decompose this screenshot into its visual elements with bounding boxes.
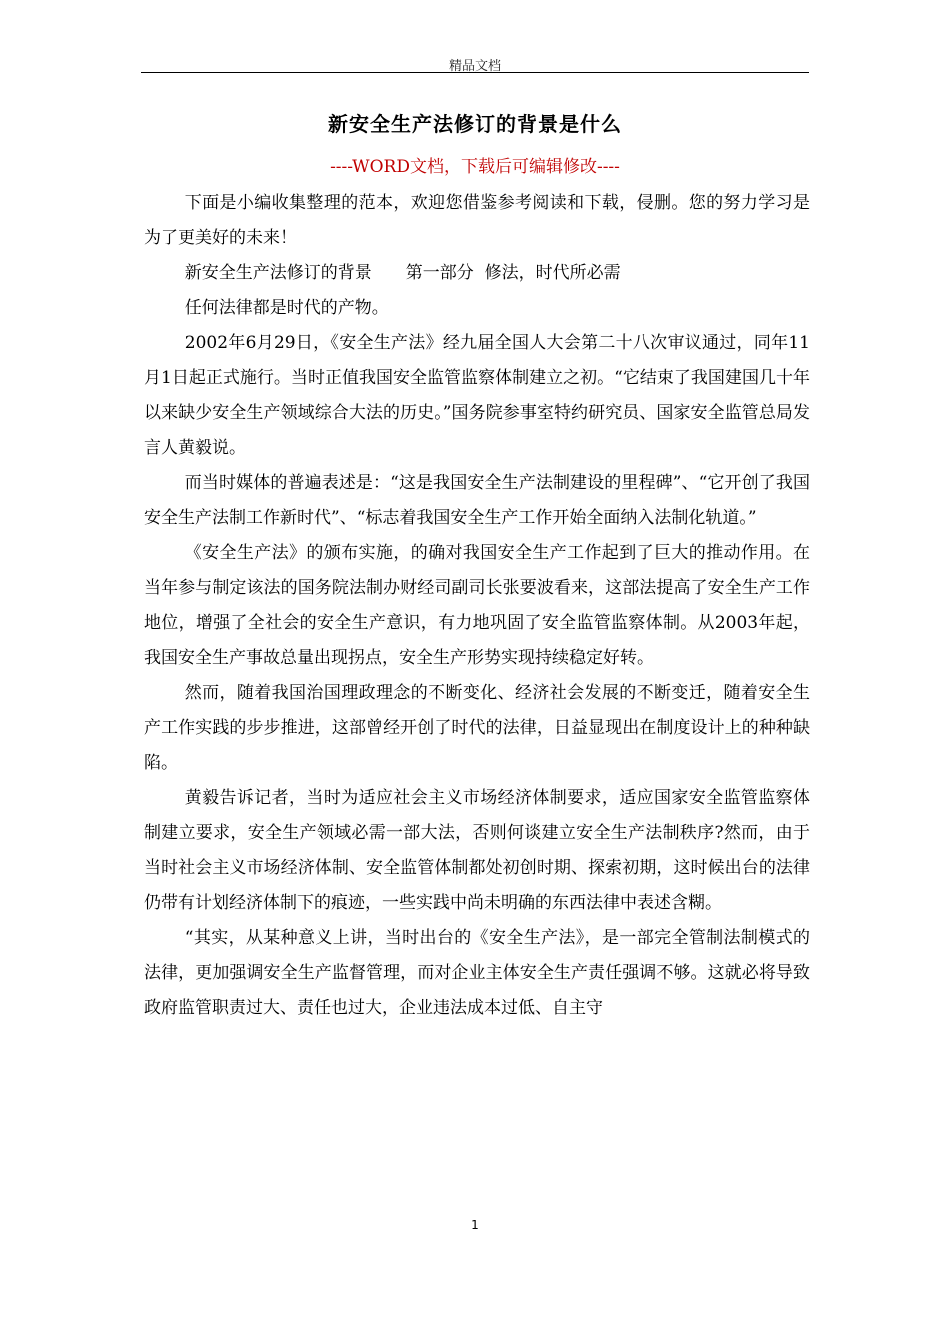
paragraph: 《安全生产法》的颁布实施，的确对我国安全生产工作起到了巨大的推动作用。在当年参与制定该法的国务院法制办财经司副司长张要波看来，这部法提高了安全生产工作地位，增强了全社会的安全生产意识，有力地巩固了安全监管监察体制。从2003年起，我国安全生产事故总量出现拐点，安全生产形势实现持续稳定好转。 bbox=[144, 543, 810, 668]
page-number: 1 bbox=[471, 1218, 479, 1232]
paragraph: 2002年6月29日，《安全生产法》经九届全国人大会第二十八次审议通过，同年11月1日起正式施行。当时正值我国安全监管监察体制建立之初。“它结束了我国建国几十年以来缺少安全生产领域综合大法的历史。”国务院参事室特约研究员、国家安全监管总局发言人黄毅说。 bbox=[144, 333, 810, 458]
page-header-label: 精品文档 bbox=[448, 59, 501, 74]
document-title: 新安全生产法修订的背景是什么 bbox=[328, 112, 622, 136]
paragraph: 而当时媒体的普遍表述是：“这是我国安全生产法制建设的里程碑”、“它开创了我国安全生产法制工作新时代”、“标志着我国安全生产工作开始全面纳入法制化轨道。” bbox=[144, 473, 810, 528]
paragraph-section-heading: 新安全生产法修订的背景 第一部分 修法，时代所必需 bbox=[184, 263, 621, 283]
paragraph: 然而，随着我国治国理政理念的不断变化、经济社会发展的不断变迁，随着安全生产工作实践的步步推进，这部曾经开创了时代的法律，日益显现出在制度设计上的种种缺陷。 bbox=[144, 683, 810, 773]
paragraph: “其实，从某种意义上讲，当时出台的《安全生产法》，是一部完全管制法制模式的法律，更加强调安全生产监督管理，而对企业主体安全生产责任强调不够。这就必将导致政府监管职责过大、责任也过大，企业违法成本过低、自主守 bbox=[144, 928, 810, 1018]
paragraph-intro: 下面是小编收集整理的范本，欢迎您借鉴参考阅读和下载，侵删。您的努力学习是为了更美好的未来！ bbox=[144, 193, 810, 248]
paragraph: 黄毅告诉记者，当时为适应社会主义市场经济体制要求，适应国家安全监管监察体制建立要求，安全生产领域必需一部大法，否则何谈建立安全生产法制秩序?然而，由于当时社会主义市场经济体制、安全监管体制都处初创时期、探索初期，这时候出台的法律仍带有计划经济体制下的痕迹，一些实践中尚未明确的东西法律中表述含糊。 bbox=[144, 788, 810, 913]
header-divider bbox=[141, 72, 809, 73]
document-subtitle: ----WORD文档，下载后可编辑修改---- bbox=[330, 157, 620, 177]
document-body bbox=[144, 186, 810, 1026]
paragraph: 任何法律都是时代的产物。 bbox=[184, 298, 389, 318]
